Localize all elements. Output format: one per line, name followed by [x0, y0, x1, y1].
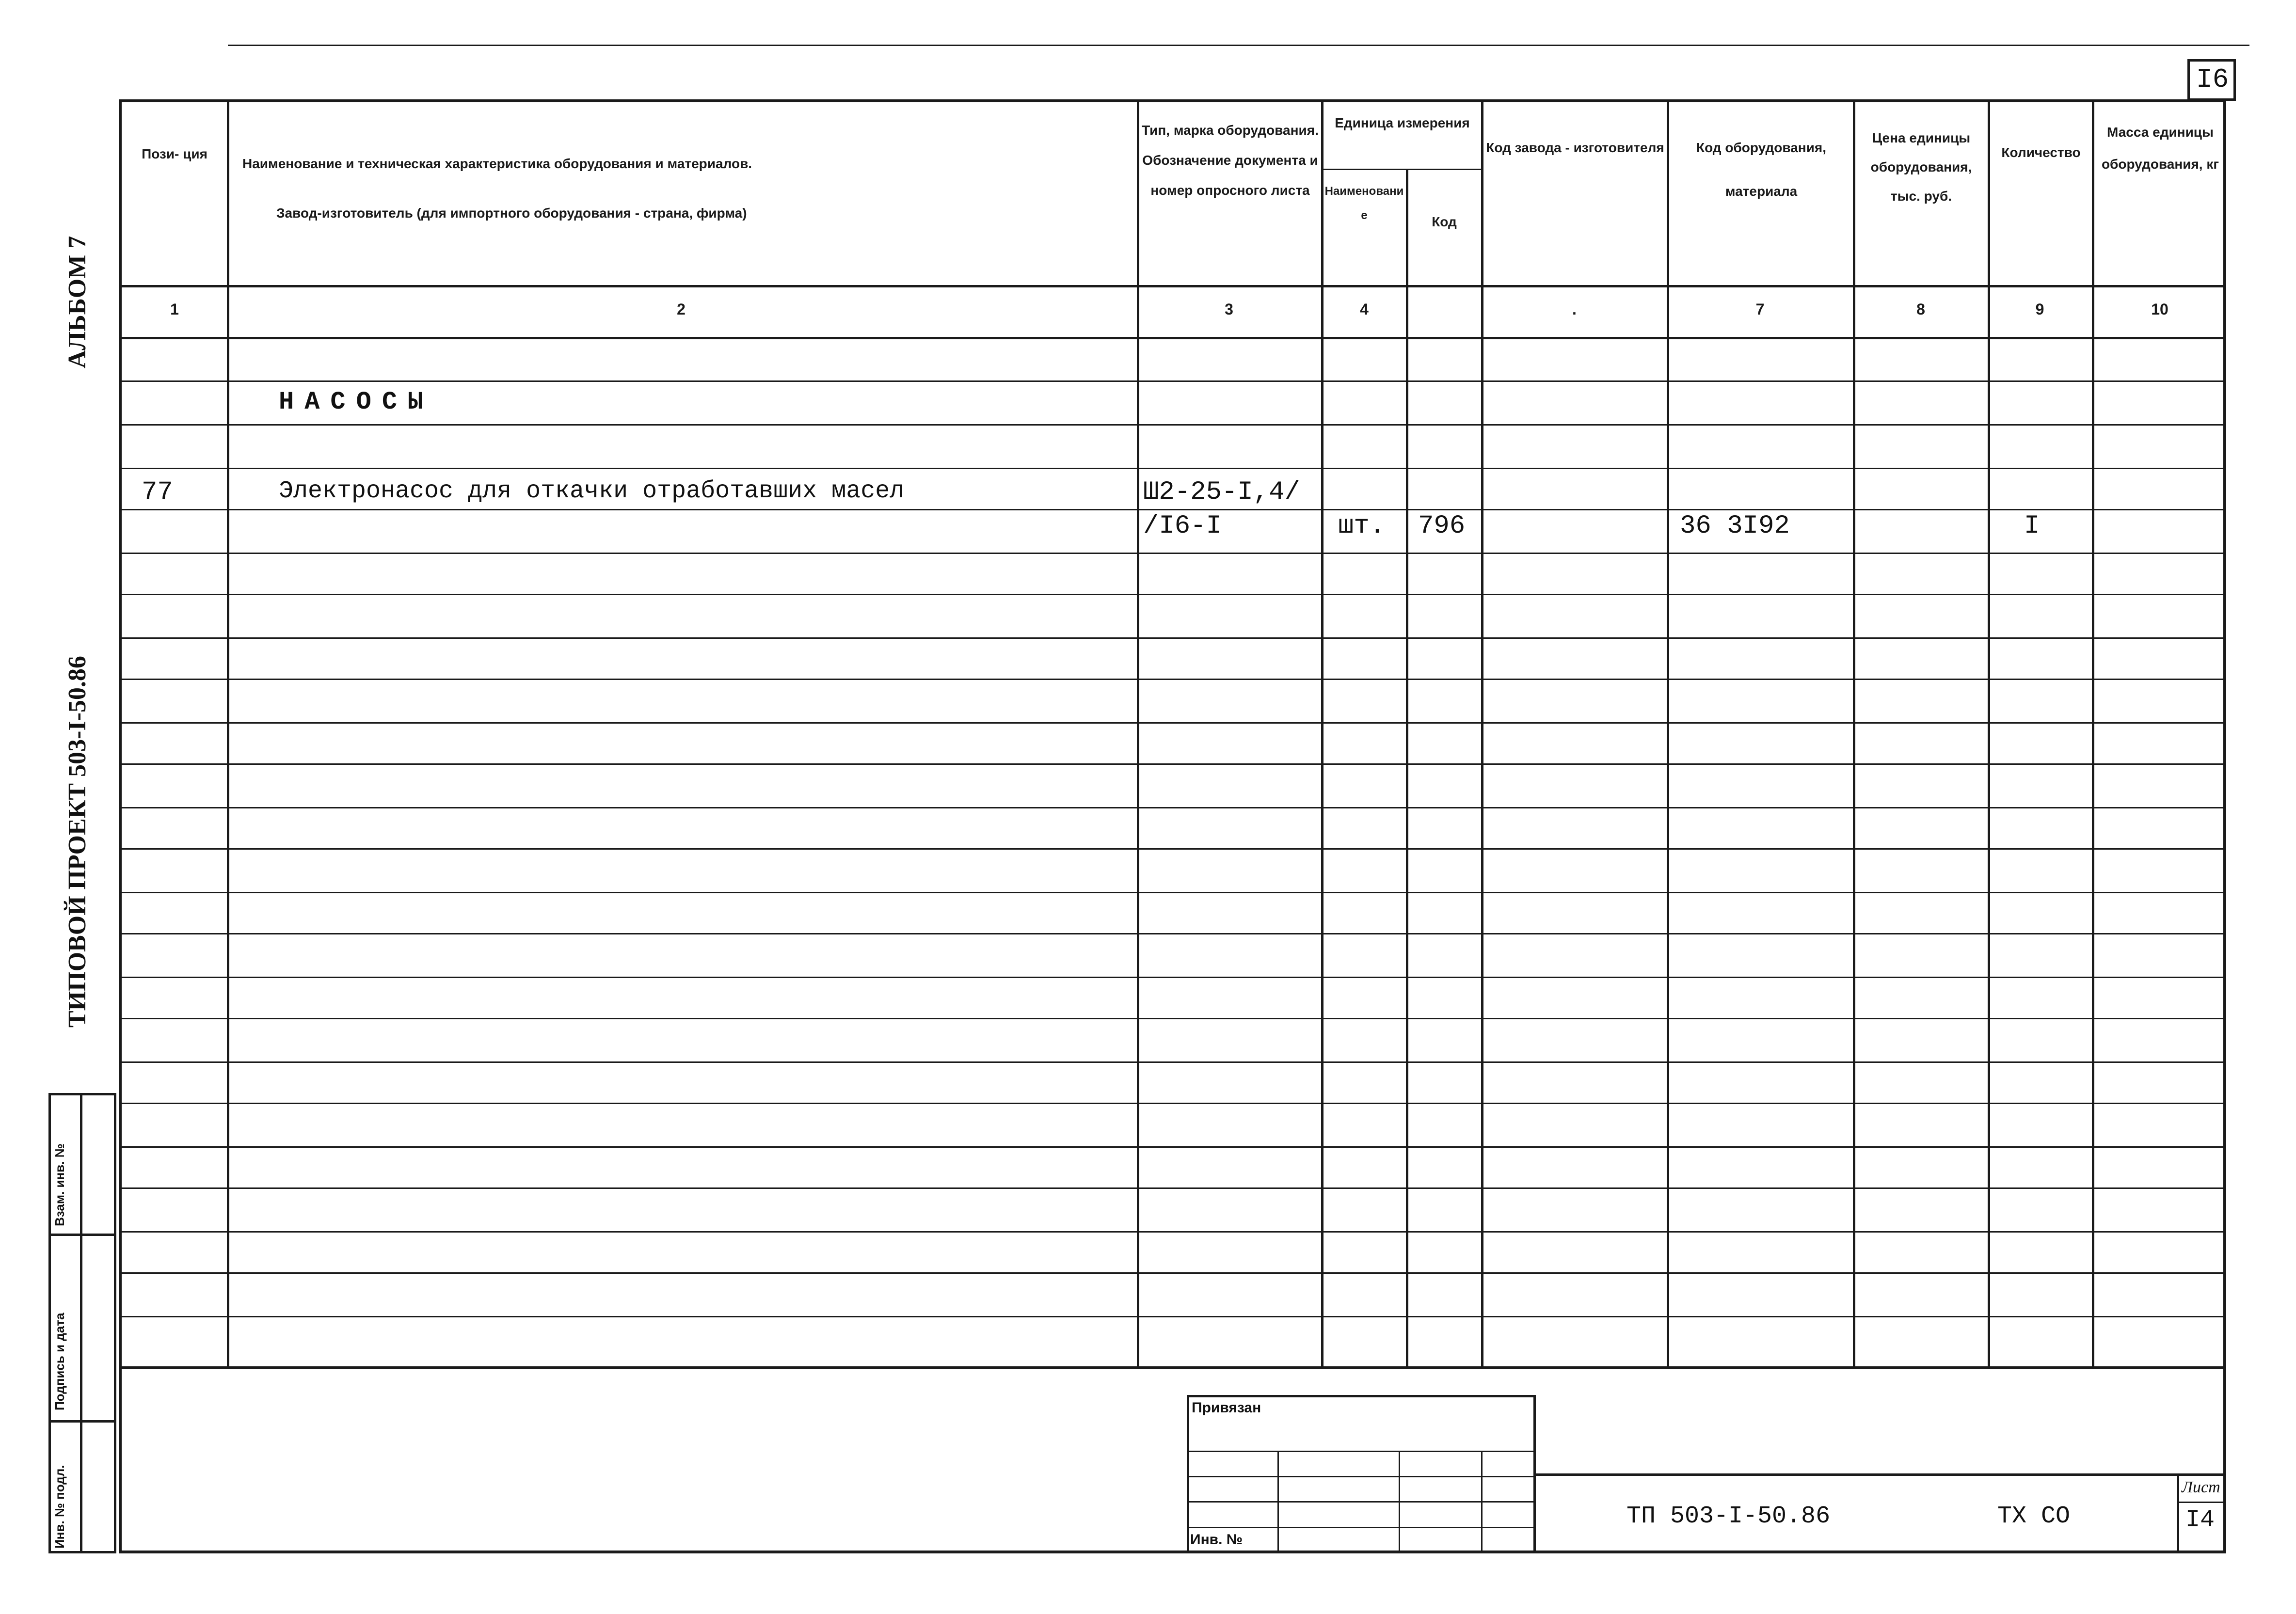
col-div-6 [1667, 99, 1669, 1369]
col-div-9 [2092, 99, 2094, 1369]
top-rule [228, 45, 2249, 46]
row-rule [119, 637, 2226, 639]
privyazan-div-1 [1277, 1451, 1279, 1553]
item-material-code: 36 3I92 [1680, 511, 1790, 541]
header-mass-text: Масса единицы оборудования, кг [2101, 125, 2219, 172]
row-rule [119, 594, 2226, 595]
header-quantity-text: Количество [2001, 145, 2081, 160]
row-rule [119, 1146, 2226, 1148]
privyazan-rule-4 [1187, 1527, 1536, 1528]
sheet-box-divider [2177, 1473, 2179, 1553]
row-rule [119, 1061, 2226, 1063]
header-price-text: Цена единицы оборудования, тыс. руб. [1870, 130, 1972, 204]
row-rule [119, 892, 2226, 893]
privyazan-div-3 [1481, 1451, 1483, 1553]
side-label-vzam-inv: Взам. инв. № [52, 1143, 67, 1226]
item-type-line2: /I6-I [1143, 511, 1222, 541]
colnum-10: 10 [2151, 301, 2168, 318]
col-div-7 [1853, 99, 1855, 1369]
header-material-code [1672, 126, 1851, 213]
header-type-text: Тип, марка оборудования. Обозначение документа и номер опросного листа [1142, 123, 1319, 198]
col-div-2 [1137, 99, 1139, 1369]
col-div-8 [1988, 99, 1990, 1369]
privyazan-div-2 [1399, 1451, 1400, 1553]
header-factory-code-text: Код завода - изготовителя [1486, 140, 1664, 155]
header-unit-group [1326, 111, 1479, 135]
privyazan-rule-1 [1187, 1451, 1536, 1452]
side-strip-divider [80, 1093, 82, 1553]
colnum-4: 4 [1360, 301, 1369, 318]
row-rule [119, 1103, 2226, 1104]
colnum-3: 3 [1225, 301, 1233, 318]
header-unit-code [1408, 208, 1480, 236]
privyazan-box [1187, 1395, 1536, 1553]
row-rule [119, 380, 2226, 382]
row-rule [119, 1316, 2226, 1317]
row-rule [119, 722, 2226, 724]
item-unit: шт. [1338, 511, 1386, 541]
col-div-1 [227, 99, 229, 1369]
row-rule [119, 509, 2226, 510]
row-rule [119, 977, 2226, 978]
row-rule [119, 807, 2226, 808]
header-type [1142, 115, 1319, 206]
col-div-4 [1406, 169, 1408, 1369]
header-bottom-rule [119, 285, 2226, 287]
section-title: НАСОСЫ [279, 388, 434, 416]
row-rule [119, 679, 2226, 680]
table-frame [119, 99, 2226, 1369]
header-position [126, 141, 223, 168]
privyazan-rule-3 [1187, 1501, 1536, 1503]
numbers-bottom-rule [119, 337, 2226, 339]
header-unit-group-text: Единица измерения [1335, 115, 1470, 130]
row-rule [119, 763, 2226, 765]
side-label-sign-date: Подпись и дата [52, 1313, 67, 1410]
privyazan-label: Привязан [1192, 1400, 1261, 1416]
header-quantity [1993, 131, 2089, 174]
colnum-9: 9 [2035, 301, 2044, 318]
header-name-line1 [242, 150, 1134, 177]
inv-no-label: Инв. № [1190, 1532, 1243, 1548]
row-rule [119, 1018, 2226, 1019]
row-rule [119, 553, 2226, 554]
corner-sheet-number: I6 [2196, 64, 2229, 95]
col-div-5 [1481, 99, 1483, 1369]
item-unit-code: 796 [1418, 511, 1466, 541]
side-label-project: ТИПОВОЙ ПРОЕКТ 503-I-50.86 [64, 656, 91, 1028]
header-name-line2 [276, 200, 1130, 227]
unit-group-rule [1321, 169, 1481, 170]
header-factory-code [1486, 126, 1664, 170]
stamp-top-rule [1536, 1473, 2226, 1476]
header-unit-name [1323, 179, 1405, 228]
item-type-line1: Ш2-25-I,4/ [1143, 477, 1301, 507]
header-material-code-text: Код оборудования, материала [1696, 140, 1827, 199]
side-label-album: АЛЬБОМ 7 [64, 236, 91, 368]
document-code: ТП 503-I-50.86 [1626, 1503, 1831, 1530]
sheet-number: I4 [2185, 1506, 2215, 1534]
item-position: 77 [142, 477, 173, 507]
side-strip-rule-2 [48, 1420, 116, 1423]
privyazan-rule-2 [1187, 1476, 1536, 1477]
colnum-8: 8 [1916, 301, 1925, 318]
side-label-inv-orig: Инв. № подл. [52, 1465, 67, 1549]
sheet-box-rule [2177, 1502, 2226, 1503]
item-name: Электронасос для откачки отработавших масел [279, 477, 905, 505]
header-price [1858, 124, 1985, 211]
row-rule [119, 1187, 2226, 1189]
colnum-2: 2 [677, 301, 686, 318]
item-quantity: I [2024, 511, 2040, 541]
row-rule [119, 1272, 2226, 1274]
section-code: ТХ СО [1997, 1503, 2071, 1530]
row-rule [119, 848, 2226, 850]
row-rule [119, 424, 2226, 426]
header-position-text: Пози- ция [142, 146, 207, 161]
colnum-6: . [1572, 301, 1577, 318]
col-div-3 [1321, 99, 1323, 1369]
title-block-frame [119, 1369, 2226, 1553]
row-rule [119, 468, 2226, 469]
side-strip-rule-1 [48, 1234, 116, 1236]
header-unit-code-text: Код [1432, 214, 1457, 229]
header-name-line1-text: Наименование и техническая характеристика оборудования и материалов. [242, 156, 752, 171]
colnum-1: 1 [170, 301, 179, 318]
header-mass [2097, 116, 2224, 180]
header-unit-name-text: Наименование [1324, 185, 1404, 222]
colnum-7: 7 [1755, 301, 1765, 318]
header-name-line2-text: Завод-изготовитель (для импортного оборудования - страна, фирма) [276, 206, 747, 221]
row-rule [119, 1231, 2226, 1233]
sheet-label: Лист [2182, 1478, 2220, 1496]
row-rule [119, 933, 2226, 934]
